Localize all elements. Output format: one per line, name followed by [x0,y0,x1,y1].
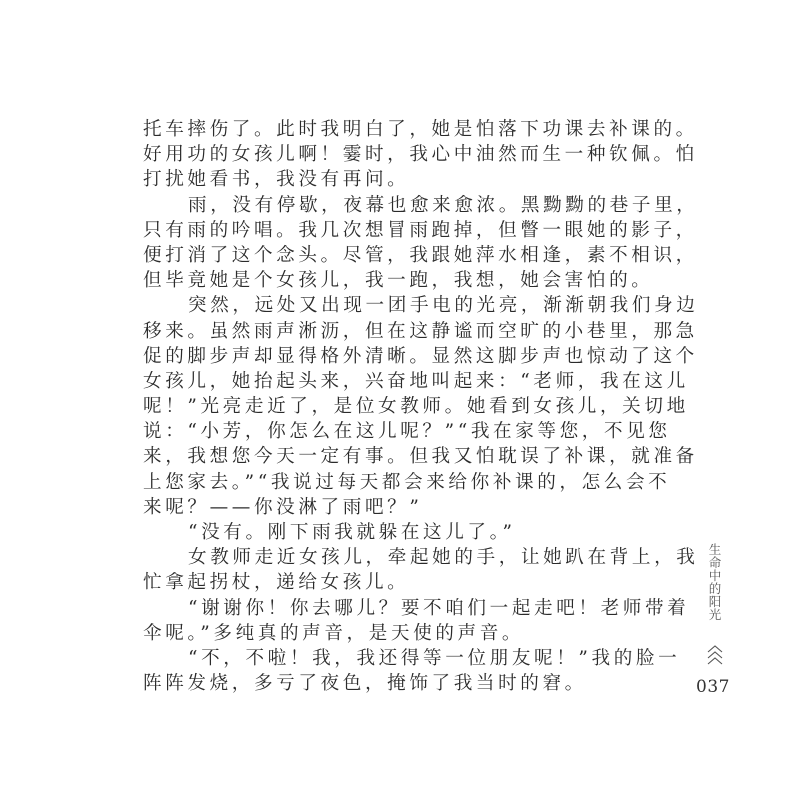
text-line: 女孩儿，她抬起头来，兴奋地叫起来：“老师，我在这儿 [143,370,689,392]
text-line: 打扰她看书，我没有再问。 [143,169,410,191]
text-line: 阵阵发烧，多亏了夜色，掩饰了我当时的窘。 [143,673,587,695]
text-line: 雨，没有停歇，夜幕也愈来愈浓。黑黝黝的巷子里， [188,194,699,216]
body-text [143,117,699,696]
text-line: “不，不啦！我，我还得等一位朋友呢！”我的脸一 [188,647,681,669]
text-line: 但毕竟她是个女孩儿，我一跑，我想，她会害怕的。 [143,270,654,292]
running-title-char: 生 [708,542,722,557]
text-line: 来呢？——你没淋了雨吧？” [143,496,423,518]
running-title-vertical [707,543,723,621]
text-line: “谢谢你！你去哪儿？要不咱们一起走吧！老师带着 [188,597,690,619]
triple-chevron-up-icon [705,643,725,667]
text-line: 伞呢。”多纯真的声音，是天使的声音。 [143,622,525,644]
running-title-char: 中 [708,568,722,583]
running-title-char: 命 [708,555,722,570]
text-line: 便打消了这个念头。尽管，我跟她萍水相逢，素不相识， [143,244,698,266]
text-line: 来，我想您今天一定有事。但我又怕耽误了补课，就准备 [143,446,698,468]
running-title-char: 的 [708,581,722,596]
running-title-char: 光 [708,607,722,622]
page-number: 037 [696,677,730,697]
text-line: 突然，远处又出现一团手电的光亮，渐渐朝我们身边 [188,295,699,317]
text-line: 只有雨的吟唱。我几次想冒雨跑掉，但瞥一眼她的影子， [143,219,698,241]
running-title-char: 阳 [708,594,722,609]
text-line: 托车摔伤了。此时我明白了，她是怕落下功课去补课的。 [143,119,698,140]
text-line: 上您家去。”“我说过每天都会来给你补课的，怎么会不 [143,471,671,493]
text-line: 呢！”光亮走近了，是位女教师。她看到女孩儿，关切地 [143,396,689,418]
text-line: 移来。虽然雨声淅沥，但在这静谧而空旷的小巷里，那急 [143,320,698,342]
text-line: 女教师走近女孩儿，牵起她的手，让她趴在背上，我 [188,547,699,569]
text-line: 促的脚步声却显得格外清晰。显然这脚步声也惊动了这个 [143,345,698,367]
text-line: 说：“小芳，你怎么在这儿呢？”“我在家等您，不见您 [143,421,671,443]
text-line: “没有。刚下雨我就躲在这儿了。” [188,522,516,543]
text-line: 忙拿起拐杖，递给女孩儿。 [143,572,410,594]
text-line: 好用功的女孩儿啊！霎时，我心中油然而生一种钦佩。怕 [143,144,698,166]
